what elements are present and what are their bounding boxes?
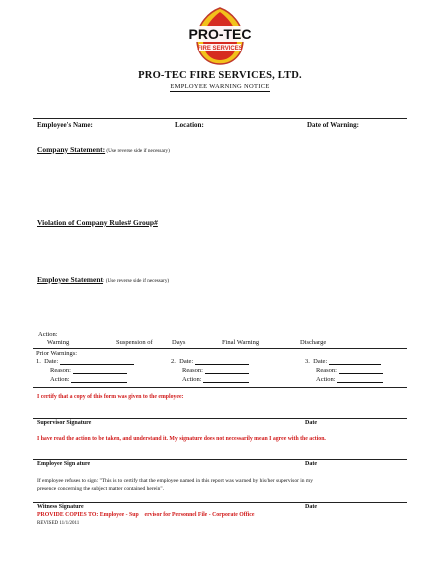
company-title: PRO-TEC FIRE SERVICES, LTD. xyxy=(138,70,302,81)
notice-title: EMPLOYEE WARNING NOTICE xyxy=(170,83,270,90)
employee-statement: Employee Statement: (Use reverse side if necessary) xyxy=(37,275,170,284)
prior-warning-3-date: 3. Date: xyxy=(305,358,381,365)
action-option-warning: Warning xyxy=(47,339,70,346)
prior-warnings-rule xyxy=(33,387,407,388)
supervisor-signature-rule xyxy=(33,418,407,419)
certify-text: I certify that a copy of this form was given to the employee: xyxy=(37,394,184,400)
violation-heading: Violation of Company Rules# Group# xyxy=(37,218,158,227)
witness-signature-label: Witness Signature xyxy=(37,504,84,510)
prior-warning-2-date: 2. Date: xyxy=(171,358,249,365)
prior-warning-3-reason: Reason: xyxy=(316,367,383,374)
action-option-days: Days xyxy=(172,339,186,346)
refusal-text-line-2: presence concerning the subject matter contained herein". xyxy=(37,486,165,492)
company-statement: Company Statement: (Use reverse side if necessary) xyxy=(37,145,170,154)
prior-warnings-label: Prior Warnings: xyxy=(36,350,78,357)
prior-warning-2-action: Action: xyxy=(182,376,249,383)
employee-name-label: Employee's Name: xyxy=(37,121,93,129)
date-of-warning-label: Date of Warning: xyxy=(307,121,359,129)
action-option-final-warning: Final Warning xyxy=(222,339,260,346)
copies-text: PROVIDE COPIES TO: Employee - Sup ervisor for Personnel File - Corporate Office xyxy=(37,512,255,518)
acknowledge-text: I have read the action to be taken, and understand it. My signature does not necessarily mean I agree with the action. xyxy=(37,436,326,442)
employee-date-label: Date xyxy=(305,461,317,467)
revised-date: REVISED 11/1/2011 xyxy=(37,521,80,526)
prior-warning-2-reason: Reason: xyxy=(182,367,249,374)
prior-warning-1-date: 1. Date: xyxy=(36,358,134,365)
location-label: Location: xyxy=(175,121,204,129)
logo-text-main: PRO-TEC xyxy=(188,26,252,42)
employee-signature-label: Employee Sign ature xyxy=(37,461,91,467)
logo-text-sub: FIRE SERVICES xyxy=(197,46,243,52)
prior-warning-3-action: Action: xyxy=(316,376,383,383)
witness-date-label: Date xyxy=(305,504,317,510)
employee-signature-rule xyxy=(33,459,407,460)
company-logo xyxy=(187,6,253,68)
prior-warning-1-action: Action: xyxy=(50,376,127,383)
refusal-text-line-1: If employee refuses to sign: "This is to certify that the employee named in this report was warned by his/her supervisor in my xyxy=(37,478,313,484)
action-label: Action: xyxy=(38,331,58,338)
top-rule xyxy=(33,118,407,119)
supervisor-date-label: Date xyxy=(305,420,317,426)
action-option-discharge: Discharge xyxy=(300,339,327,346)
prior-warning-1-reason: Reason: xyxy=(50,367,127,374)
witness-signature-rule xyxy=(33,502,407,503)
action-option-suspension: Suspension of xyxy=(116,339,153,346)
action-rule xyxy=(33,348,407,349)
supervisor-signature-label: Supervisor Signature xyxy=(37,420,92,426)
